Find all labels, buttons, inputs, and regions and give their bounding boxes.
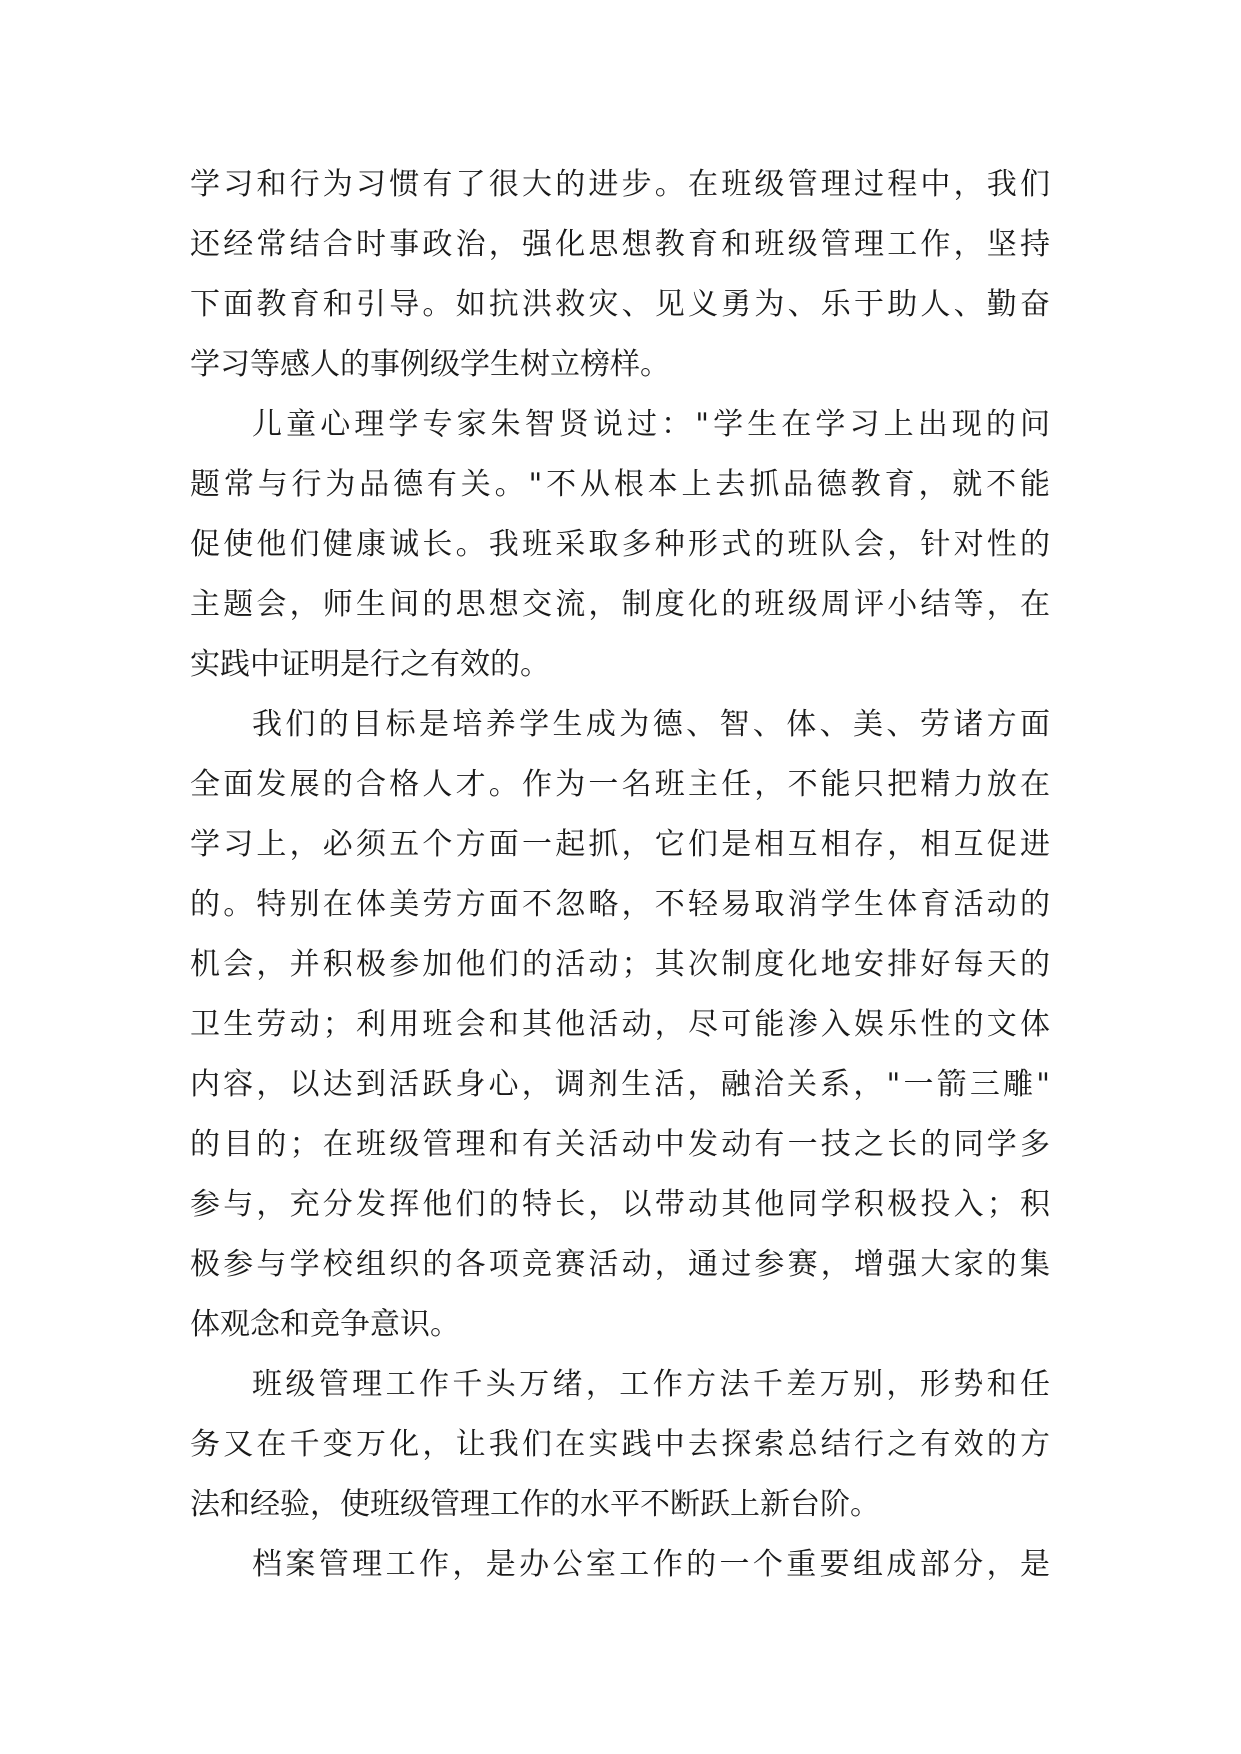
- text-line: 务又在千变万化，让我们在实践中去探索总结行之有效的方: [190, 1427, 1050, 1462]
- text-line: 卫生劳动；利用班会和其他活动，尽可能渗入娱乐性的文体: [190, 1007, 1050, 1042]
- document-page: [190, 155, 1050, 1595]
- text-line: 机会，并积极参加他们的活动；其次制度化地安排好每天的: [190, 947, 1050, 982]
- text-line: 儿童心理学专家朱智贤说过："学生在学习上出现的问: [252, 407, 1050, 442]
- paragraph-management: [190, 1355, 1050, 1535]
- text-line: 参与，充分发挥他们的特长，以带动其他同学积极投入；积: [190, 1187, 1050, 1222]
- text-line: 全面发展的合格人才。作为一名班主任，不能只把精力放在: [190, 767, 1050, 802]
- text-line: 的。特别在体美劳方面不忽略，不轻易取消学生体育活动的: [190, 887, 1050, 922]
- text-line: 班级管理工作千头万绪，工作方法千差万别，形势和任: [252, 1367, 1050, 1402]
- text-line: 体观念和竞争意识。: [190, 1307, 460, 1342]
- text-line: 我们的目标是培养学生成为德、智、体、美、劳诸方面: [252, 707, 1050, 742]
- text-line: 极参与学校组织的各项竞赛活动，通过参赛，增强大家的集: [190, 1247, 1050, 1282]
- text-line: 实践中证明是行之有效的。: [190, 647, 550, 682]
- text-line: 还经常结合时事政治，强化思想教育和班级管理工作，坚持: [190, 227, 1050, 262]
- text-line: 学习和行为习惯有了很大的进步。在班级管理过程中，我们: [190, 167, 1050, 202]
- text-line: 促使他们健康诚长。我班采取多种形式的班队会，针对性的: [190, 527, 1050, 562]
- paragraph-psychology: [190, 395, 1050, 695]
- text-line: 题常与行为品德有关。"不从根本上去抓品德教育，就不能: [190, 467, 1050, 502]
- text-line: 学习等感人的事例级学生树立榜样。: [190, 347, 670, 382]
- text-line: 档案管理工作，是办公室工作的一个重要组成部分，是: [252, 1547, 1050, 1582]
- paragraph-archives: [190, 1535, 1050, 1595]
- text-line: 的目的；在班级管理和有关活动中发动有一技之长的同学多: [190, 1127, 1050, 1162]
- text-line: 学习上，必须五个方面一起抓，它们是相互相存，相互促进: [190, 827, 1050, 862]
- paragraph-habits: [190, 155, 1050, 395]
- text-line: 主题会，师生间的思想交流，制度化的班级周评小结等，在: [190, 587, 1050, 622]
- text-line: 下面教育和引导。如抗洪救灾、见义勇为、乐于助人、勤奋: [190, 287, 1050, 322]
- paragraph-goals: [190, 695, 1050, 1355]
- text-line: 法和经验，使班级管理工作的水平不断跃上新台阶。: [190, 1487, 880, 1522]
- text-line: 内容，以达到活跃身心，调剂生活，融洽关系，"一箭三雕": [190, 1067, 1050, 1102]
